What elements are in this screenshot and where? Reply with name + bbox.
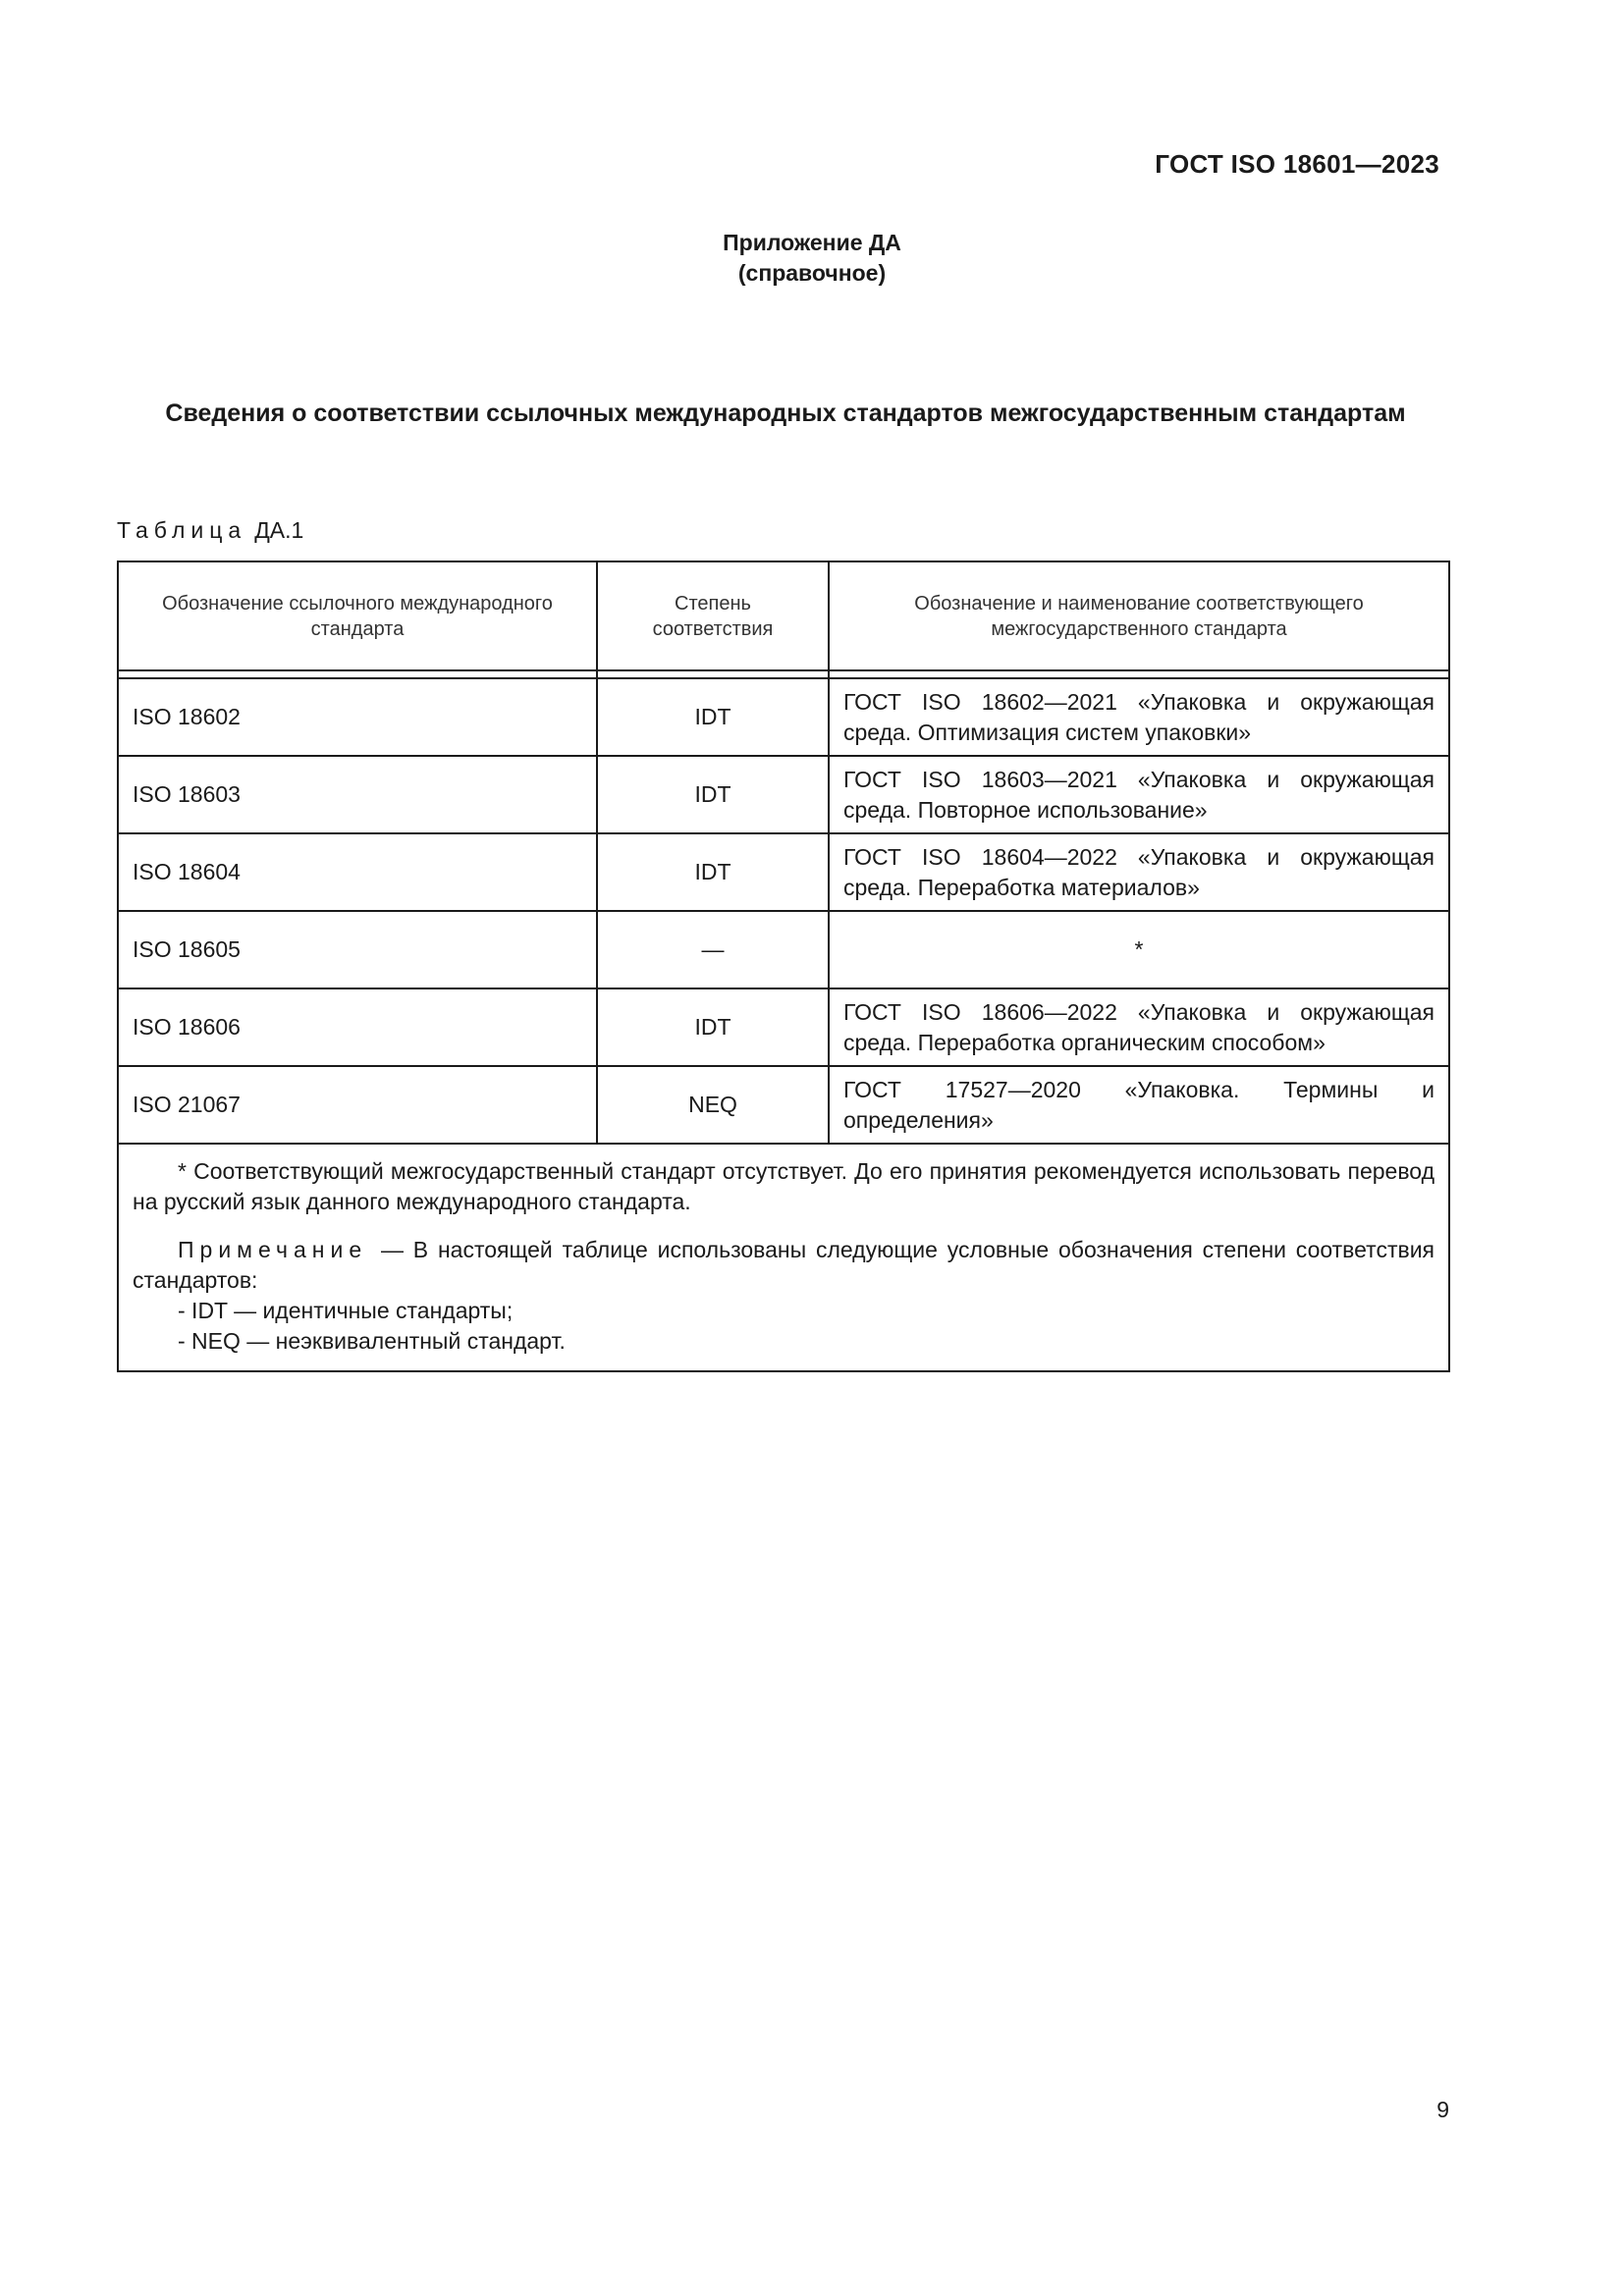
table-notes-row xyxy=(118,1144,1449,1371)
cell-reference: ISO 18602 xyxy=(118,678,597,756)
table-caption-prefix: Таблица xyxy=(117,517,247,543)
cell-degree: — xyxy=(597,911,829,988)
cell-reference: ISO 21067 xyxy=(118,1066,597,1144)
cell-degree: IDT xyxy=(597,756,829,833)
table-row xyxy=(118,833,1449,911)
cell-degree: IDT xyxy=(597,988,829,1066)
table-row xyxy=(118,756,1449,833)
note-item: - IDT — идентичные стандарты; xyxy=(178,1298,514,1323)
table-row xyxy=(118,911,1449,988)
standard-number-header: ГОСТ ISO 18601—2023 xyxy=(1155,149,1439,179)
column-header-interstate: Обозначение и наименование соответствующего межгосударственного стандарта xyxy=(829,561,1449,670)
table-caption-id: ДА.1 xyxy=(254,517,304,543)
cell-reference: ISO 18605 xyxy=(118,911,597,988)
correspondence-table xyxy=(117,561,1450,1372)
appendix-title: Приложение ДА xyxy=(723,230,901,255)
cell-degree: NEQ xyxy=(597,1066,829,1144)
cell-interstate: ГОСТ ISO 18604—2022 «Упаковка и окружающая среда. Переработка материалов» xyxy=(829,833,1449,911)
cell-interstate: ГОСТ 17527—2020 «Упаковка. Термины и определения» xyxy=(829,1066,1449,1144)
appendix-heading xyxy=(0,228,1624,289)
cell-reference: ISO 18606 xyxy=(118,988,597,1066)
table-notes xyxy=(118,1144,1449,1371)
cell-degree: IDT xyxy=(597,833,829,911)
column-header-degree: Степень соответствия xyxy=(597,561,829,670)
cell-interstate: ГОСТ ISO 18606—2022 «Упаковка и окружающая среда. Переработка органическим способом» xyxy=(829,988,1449,1066)
table-row xyxy=(118,988,1449,1066)
header-separator xyxy=(118,670,1449,678)
table-caption xyxy=(117,517,303,544)
note-item: - NEQ — неэквивалентный стандарт. xyxy=(178,1328,566,1354)
table-row xyxy=(118,1066,1449,1144)
cell-interstate: * xyxy=(829,911,1449,988)
appendix-subtitle: (справочное) xyxy=(737,260,887,286)
cell-interstate: ГОСТ ISO 18602—2021 «Упаковка и окружающая среда. Оптимизация систем упаковки» xyxy=(829,678,1449,756)
cell-reference: ISO 18604 xyxy=(118,833,597,911)
note-label: Примечание xyxy=(178,1237,368,1262)
cell-degree: IDT xyxy=(597,678,829,756)
cell-interstate: ГОСТ ISO 18603—2021 «Упаковка и окружающая среда. Повторное использование» xyxy=(829,756,1449,833)
section-title: Сведения о соответствии ссылочных международных стандартов межгосударственным стандартам xyxy=(165,400,1406,427)
note-text: — В настоящей таблице использованы следующие условные обозначения степени соответствия стандартов: xyxy=(133,1237,1435,1293)
table-note xyxy=(133,1235,1435,1296)
table-footnote: * Соответствующий межгосударственный стандарт отсутствует. До его принятия рекомендуется использовать перевод на русский язык данного международного стандарта. xyxy=(133,1158,1435,1214)
column-header-reference: Обозначение ссылочного международного стандарта xyxy=(118,561,597,670)
cell-reference: ISO 18603 xyxy=(118,756,597,833)
table-row xyxy=(118,678,1449,756)
page-number: 9 xyxy=(1436,2097,1449,2122)
table-header-row xyxy=(118,561,1449,670)
